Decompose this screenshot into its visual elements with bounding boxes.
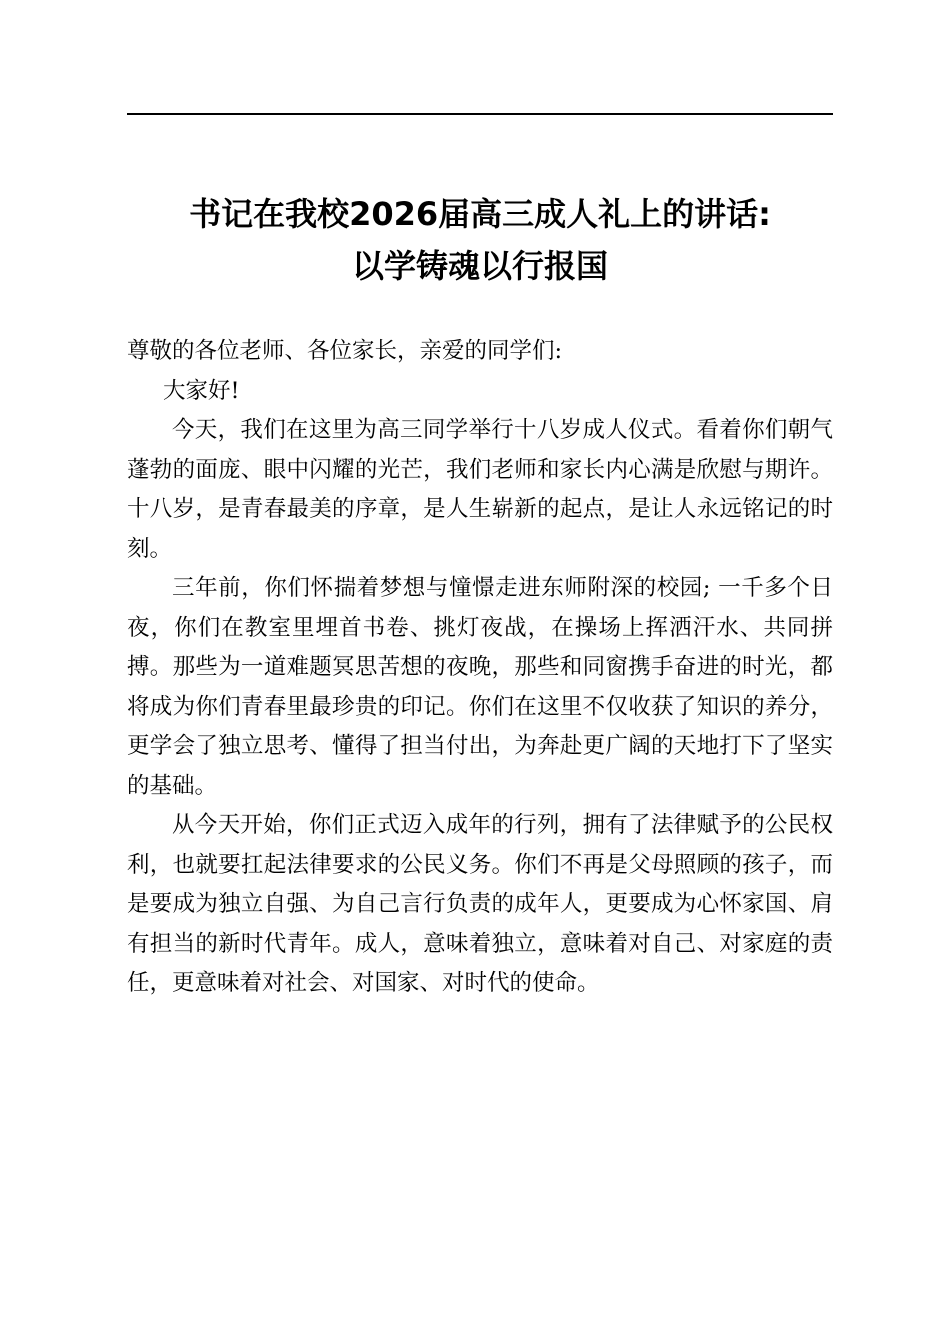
header-rule bbox=[127, 113, 833, 115]
salutation: 尊敬的各位老师、各位家长，亲爱的同学们: bbox=[127, 338, 563, 364]
title-line-2: 以学铸魂以行报国 bbox=[351, 247, 608, 285]
paragraph: 今天，我们在这里为高三同学举行十八岁成人仪式。看着你们朝气蓬勃的面庞、眼中闪耀的光芒，我们老师和家长内心满是欣慰与期许。十八岁，是青春最美的序章，是人生崭新的起点，是让人永远铭记的时刻。 bbox=[127, 417, 833, 562]
greeting: 大家好! bbox=[163, 377, 240, 404]
paragraph: 从今天开始，你们正式迈入成年的行列，拥有了法律赋予的公民权利，也就要扛起法律要求的公民义务。你们不再是父母照顾的孩子，而是要成为独立自强、为自己言行负责的成年人，更要成为心怀家国、肩有担当的新时代青年。成人，意味着独立，意味着对自己、对家庭的责任，更意味着对社会、对国家、对时代的使命。 bbox=[127, 812, 833, 996]
paragraph: 三年前，你们怀揣着梦想与憧憬走进东师附深的校园; 一千多个日夜，你们在教室里埋首书卷、挑灯夜战，在操场上挥洒汗水、共同拼搏。那些为一道难题冥思苦想的夜晚，那些和同窗携手奋进的时光，都将成为你们青春里最珍贵的印记。你们在这里不仅收获了知识的养分，更学会了独立思考、懂得了担当付出，为奔赴更广阔的天地打下了坚实的基础。 bbox=[127, 575, 833, 799]
page-title bbox=[127, 188, 833, 292]
speech-body bbox=[127, 332, 833, 1004]
title-line-1: 书记在我校2026届高三成人礼上的讲话: bbox=[189, 195, 771, 233]
